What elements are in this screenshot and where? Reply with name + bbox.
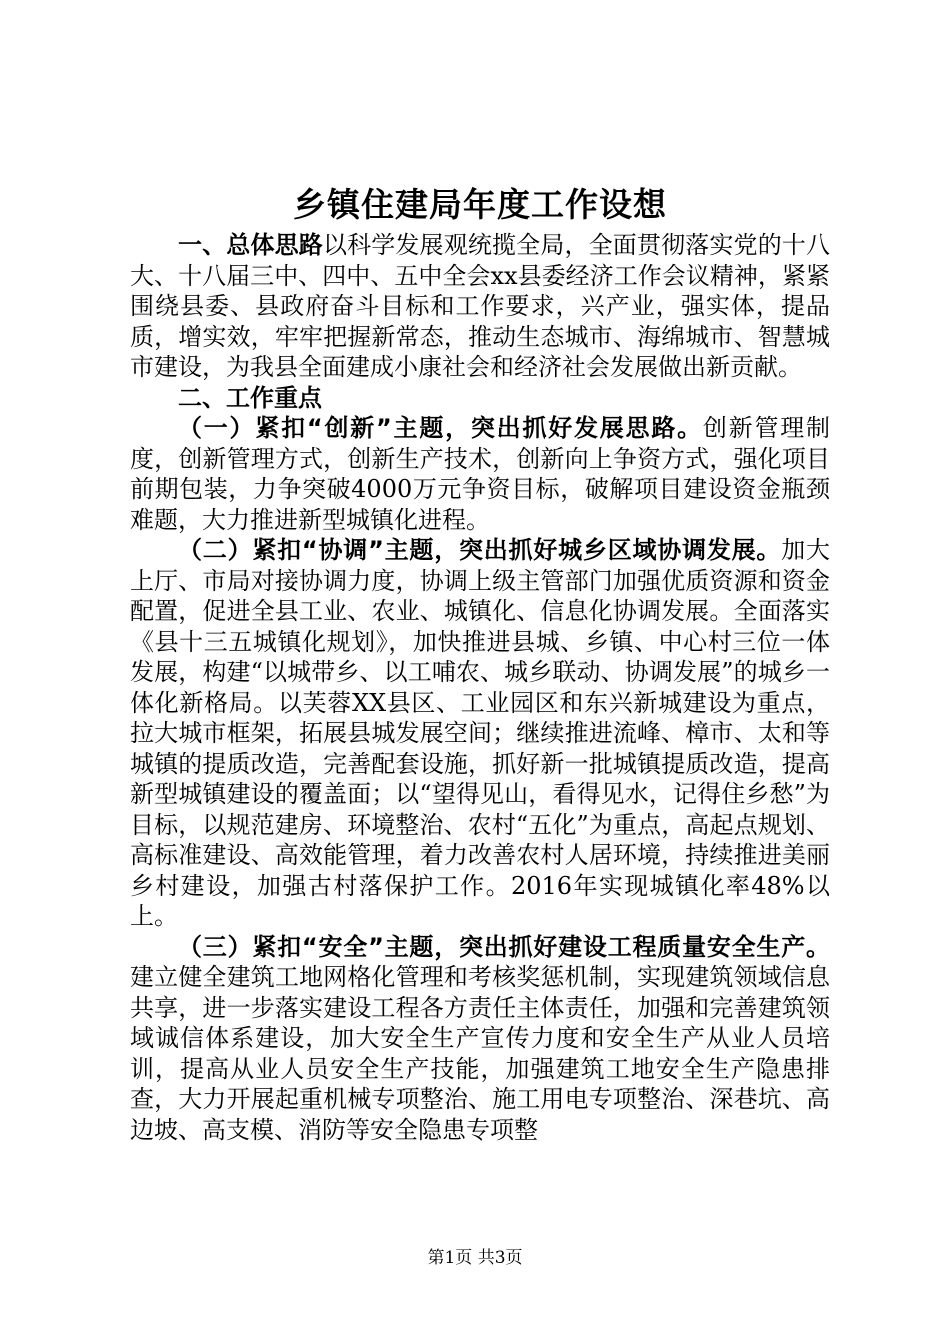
section-2-heading: 二、工作重点 xyxy=(178,383,322,412)
document-title: 乡镇住建局年度工作设想 xyxy=(293,185,667,224)
document-page xyxy=(130,180,830,1145)
item-1-body: 创新管理制度，创新管理方式，创新生产技术，创新向上争资方式，强化项目前期包装，力争突破4000万元争资目标，破解项目建设资金瓶颈难题，大力推进新型城镇化进程。 xyxy=(130,414,831,534)
section-1-lead: 一、总体思路 xyxy=(178,231,323,259)
page-number-footer: 第1页 共3页 xyxy=(427,1248,523,1268)
item-3-paragraph xyxy=(130,932,830,1146)
item-2-body: 加大上厅、市局对接协调力度，协调上级主管部门加强优质资源和资金配置，促进全县工业、农业、城镇化、信息化协调发展。全面落实《县十三五城镇化规划》，加快推进县城、乡镇、中心村三位一体发展，构建“以城带乡、以工哺农、城乡联动、协调发展”的城乡一体化新格局。以芙蓉XX县区、工业园区和东兴新城建设为重点，拉大城市框架，拓展县城发展空间；继续推进流峰、樟市、太和等城镇的提质改造，完善配套设施，抓好新一批城镇提质改造，提高新型城镇建设的覆盖面；以“望得见山，看得见水，记得住乡愁”为目标，以规范建房、环境整治、农村“五化”为重点，高起点规划、高标准建设、高效能管理，着力改善农村人居环境，持续推进美丽乡村建设，加强古村落保护工作。2016年实现城镇化率48%以上。 xyxy=(130,536,831,930)
item-2-paragraph xyxy=(130,535,830,932)
section-1-paragraph xyxy=(130,230,830,383)
item-3-lead: （三）紧扣“安全”主题，突出抓好建设工程质量安全生产。 xyxy=(178,932,830,961)
section-1-body: 以科学发展观统揽全局，全面贯彻落实党的十八大、十八届三中、四中、五中全会xx县委经济工作会议精神，紧紧围绕县委、县政府奋斗目标和工作要求，兴产业，强实体，提品质，增实效，牢牢把握新常态，推动生态城市、海绵城市、智慧城市建设，为我县全面建成小康社会和经济社会发展做出新贡献。 xyxy=(130,231,831,381)
item-1-paragraph xyxy=(130,413,830,535)
item-3-body: 建立健全建筑工地网格化管理和考核奖惩机制，实现建筑领域信息共享，进一步落实建设工程各方责任主体责任，加强和完善建筑领域诚信体系建设，加大安全生产宣传力度和安全生产从业人员培训，提高从业人员安全生产技能，加强建筑工地安全生产隐患排查，大力开展起重机械专项整治、施工用电专项整治、深巷坑、高边坡、高支模、消防等安全隐患专项整 xyxy=(130,963,830,1144)
item-2-lead: （二）紧扣“协调”主题，突出抓好城乡区域协调发展。 xyxy=(178,536,782,564)
item-1-lead: （一）紧扣“创新”主题，突出抓好发展思路。 xyxy=(178,414,703,442)
